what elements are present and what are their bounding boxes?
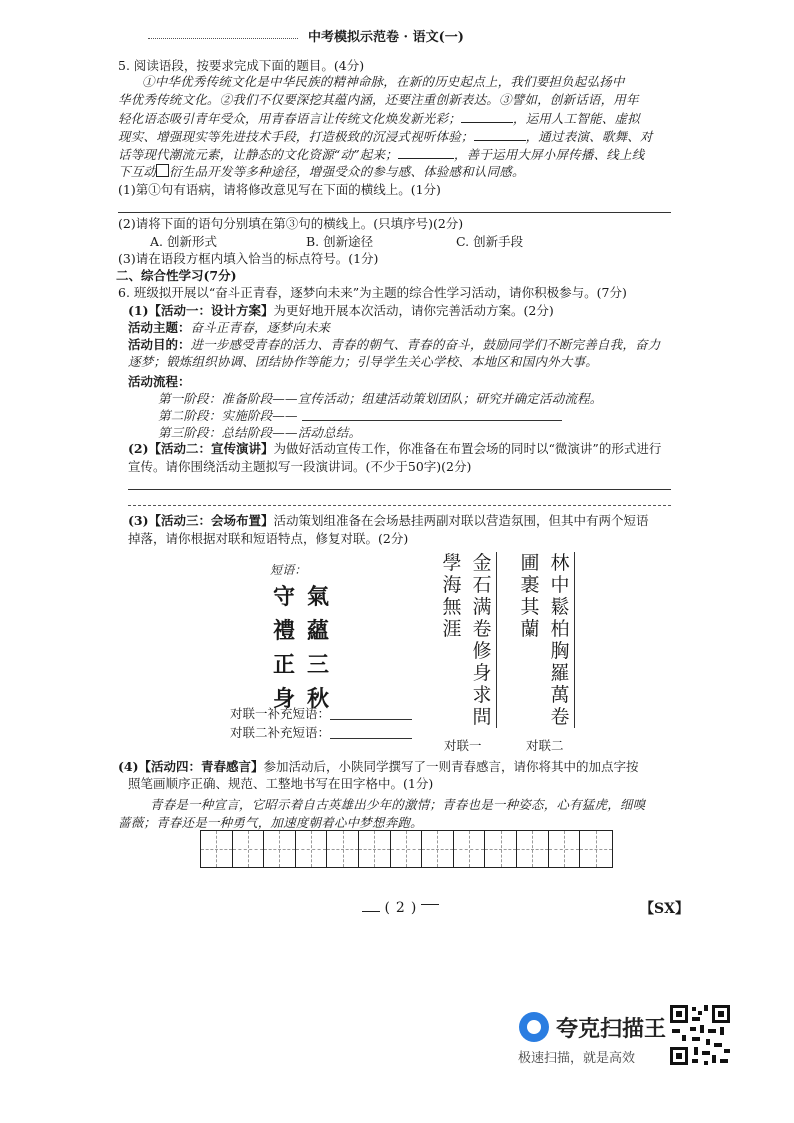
grid-cell[interactable]	[327, 831, 359, 867]
q5-blank-3[interactable]	[398, 146, 454, 159]
q5-passage-line-5: 话等现代潮流元素，让静态的文化资源“动”起来； ，善于运用大屏小屏传播、线上线	[118, 147, 645, 162]
flow-stage-2: 第二阶段：实施阶段——	[158, 408, 298, 423]
q5-option-a: A. 创新形式	[150, 234, 217, 249]
couplet-2-right-scroll: 林中鬆柏胸羅萬卷	[550, 552, 570, 728]
couplet-2-fill-line[interactable]	[330, 738, 412, 739]
q5-option-b: B. 创新途径	[306, 234, 374, 249]
q6-intro: 6. 班级拟开展以“奋斗正青春，逐梦向未来”为主题的综合性学习活动，请你积极参与。(7分)	[118, 285, 627, 300]
q5-passage-line-3: 轻化语态吸引青年受众，用青春语言让传统文化焕发新光彩； ，运用人工智能、虚拟	[118, 111, 640, 126]
activity-4-prompt: (4)【活动四：青春感言】参加活动后，小陕同学撰写了一则青春感言，请你将其中的加点字按	[118, 759, 639, 774]
section-heading: 二、综合性学习(7分)	[116, 268, 237, 283]
couplet-2-caption: 对联二	[526, 738, 564, 753]
header-dotted-rule	[148, 38, 298, 39]
page-cut-line	[128, 505, 671, 506]
phrase-2: 氣蘊三秋	[306, 584, 329, 712]
q5-blank-1[interactable]	[461, 110, 513, 123]
grid-cell[interactable]	[454, 831, 486, 867]
q5-option-c: C. 创新手段	[456, 234, 524, 249]
activity-4-prompt-cont: 照笔画顺序正确、规范、工整地书写在田字格中。(1分)	[128, 776, 434, 791]
flow-stage-1: 第一阶段：准备阶段——宣传活动；组建活动策划团队；研究并确定活动流程。	[158, 391, 603, 406]
q5-sub-3: (3)请在语段方框内填入恰当的标点符号。(1分)	[118, 251, 379, 266]
quark-logo-icon	[519, 1012, 549, 1042]
couplet-1-caption: 对联一	[444, 738, 482, 753]
activity-1-prompt: (1)【活动一：设计方案】为更好地开展本次活动，请你完善活动方案。(2分)	[128, 303, 554, 318]
grid-cell[interactable]	[485, 831, 517, 867]
couplet-2-fill-label: 对联二补充短语：	[230, 725, 331, 740]
flow-stage-3: 第三阶段：总结阶段——活动总结。	[158, 425, 362, 440]
activity-2-prompt-cont: 宣传。请你围绕活动主题拟写一段演讲词。(不少于50字)(2分)	[128, 459, 472, 474]
activity-purpose-line-1: 活动目的：进一步感受青春的活力、青春的朝气、青春的奋斗，鼓励同学们不断完善自我，奋力	[128, 337, 661, 352]
couplet-1-fill-line[interactable]	[330, 719, 412, 720]
exam-code: 【SX】	[640, 901, 689, 917]
page-number: ( 2 )	[362, 900, 442, 916]
grid-cell[interactable]	[359, 831, 391, 867]
q5-passage-line-2: 华优秀传统文化。②我们不仅要深挖其蕴内涵，还要注重创新表达。③譬如，创新话语，用年	[118, 92, 639, 107]
qr-code-icon	[668, 1003, 732, 1067]
q5-passage-line-1: ①中华优秀传统文化是中华民族的精神命脉，在新的历史起点上，我们要担负起弘扬中	[142, 74, 625, 89]
activity-2-prompt: (2)【活动二：宣传演讲】为做好活动宣传工作，你准备在布置会场的同时以“微演讲”的形式进行	[128, 441, 662, 456]
grid-cell[interactable]	[264, 831, 296, 867]
phrase-heading: 短语：	[270, 563, 307, 577]
q5-passage-line-6: 下互动 衍生品开发等多种途径，增强受众的参与感、体验感和认同感。	[118, 164, 525, 179]
couplet-2-left-scroll: 圃裹其蘭	[520, 552, 540, 640]
grid-cell[interactable]	[201, 831, 233, 867]
watermark-name: 夸克扫描王	[556, 1017, 667, 1042]
speech-answer-line-1[interactable]	[128, 489, 671, 490]
grid-cell[interactable]	[391, 831, 423, 867]
q5-sub-2: (2)请将下面的语句分别填在第③句的横线上。(只填序号)(2分)	[118, 216, 464, 231]
tianzige-grid[interactable]	[200, 830, 613, 868]
activity-flow-label: 活动流程：	[128, 374, 191, 389]
phrase-1: 守禮正身	[272, 584, 295, 712]
activity-3-prompt-cont: 掉落，请你根据对联和短语特点，修复对联。(2分)	[128, 531, 409, 546]
punctuation-box[interactable]	[156, 164, 169, 177]
activity-purpose-line-2: 逐梦；锻炼组织协调、团结协作等能力；引导学生关心学校、本地区和国内外大事。	[128, 354, 598, 369]
watermark-slogan: 极速扫描，就是高效	[518, 1051, 636, 1066]
q5-intro: 5. 阅读语段，按要求完成下面的题目。(4分)	[118, 58, 365, 73]
stage-2-answer-line[interactable]	[302, 420, 562, 421]
q5-answer-line-1[interactable]	[118, 212, 671, 213]
page-header-title: 中考模拟示范卷 · 语文(一)	[308, 30, 464, 45]
grid-cell[interactable]	[549, 831, 581, 867]
couplet-2-divider	[574, 552, 575, 728]
couplet-1-divider	[496, 552, 497, 728]
youth-quote-line-1: 青春是一种宣言，它昭示着自古英雄出少年的激情；青春也是一种姿态，心有猛虎，细嗅	[150, 797, 646, 812]
grid-cell[interactable]	[517, 831, 549, 867]
couplet-1-left-scroll: 學海無涯	[442, 552, 462, 640]
q5-blank-2[interactable]	[474, 128, 526, 141]
grid-cell[interactable]	[422, 831, 454, 867]
couplet-1-fill-label: 对联一补充短语：	[230, 706, 331, 721]
activity-theme: 活动主题：奋斗正青春，逐梦向未来	[128, 320, 331, 335]
grid-cell[interactable]	[296, 831, 328, 867]
grid-cell[interactable]	[580, 831, 612, 867]
activity-3-prompt: (3)【活动三：会场布置】活动策划组准备在会场悬挂两副对联以营造氛围，但其中有两个短语	[128, 513, 649, 528]
q5-sub-1: (1)第①句有语病，请将修改意见写在下面的横线上。(1分)	[118, 182, 441, 197]
couplet-1-right-scroll: 金石满卷修身求問	[472, 552, 492, 728]
youth-quote-line-2: 蔷薇；青春还是一种勇气，加速度朝着心中梦想奔跑。	[118, 815, 423, 830]
grid-cell[interactable]	[233, 831, 265, 867]
q5-passage-line-4: 现实、增强现实等先进技术手段，打造极致的沉浸式视听体验； ，通过表演、歌舞、对	[118, 129, 653, 144]
